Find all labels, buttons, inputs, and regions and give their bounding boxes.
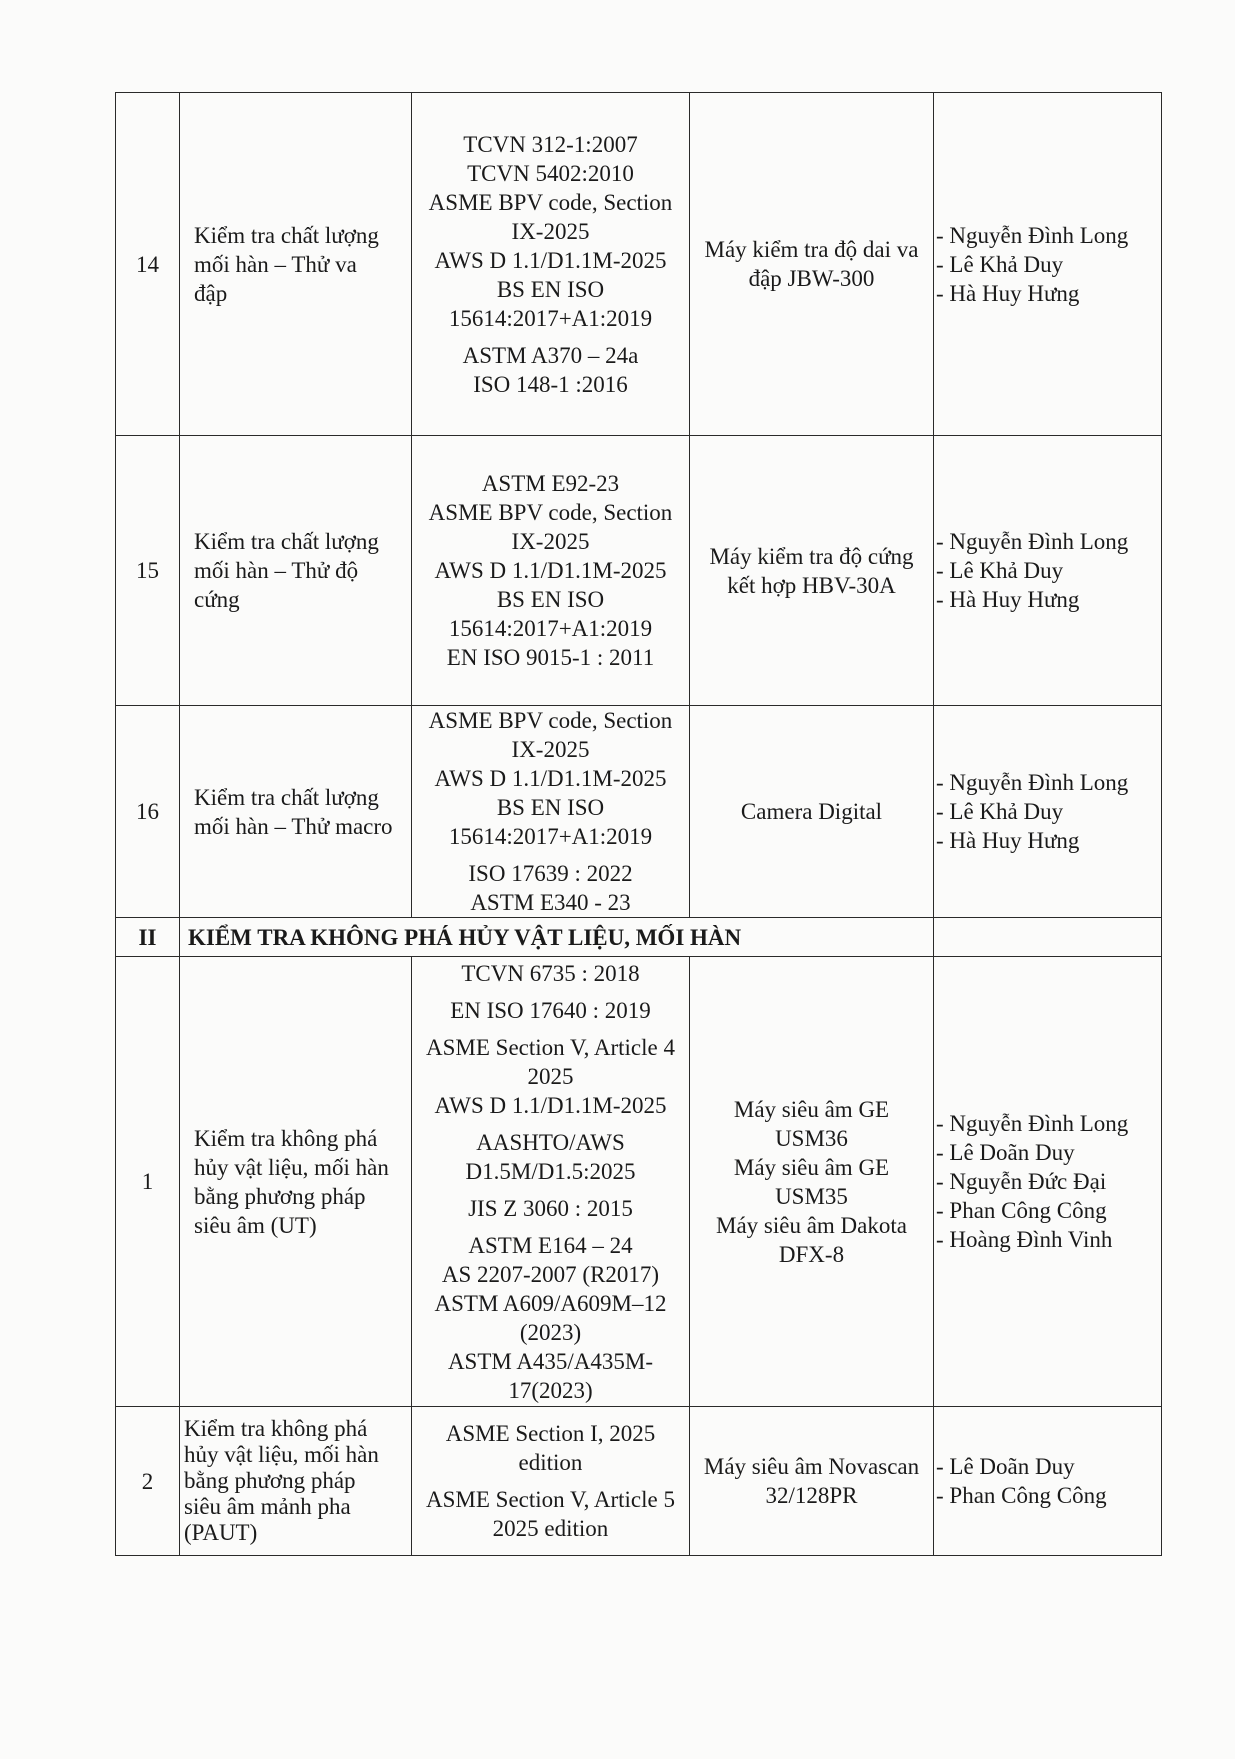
edge-stamp-mark <box>1222 700 1232 930</box>
equipment-cell: Máy siêu âm GE USM36 Máy siêu âm GE USM35 Máy siêu âm Dakota DFX-8 <box>690 957 934 1407</box>
empty-cell <box>934 918 1162 957</box>
row-number: 16 <box>116 706 180 918</box>
staff-cell: - Nguyễn Đình Long - Lê Doãn Duy - Nguyễn Đức Đại - Phan Công Công - Hoàng Đình Vinh <box>934 957 1162 1407</box>
table-row <box>116 93 1162 436</box>
row-number: 1 <box>116 957 180 1407</box>
equipment-cell: Máy kiểm tra độ dai va đập JBW-300 <box>690 93 934 436</box>
staff-cell: - Nguyễn Đình Long - Lê Khả Duy - Hà Huy Hưng <box>934 706 1162 918</box>
standards-cell: ASME Section I, 2025 edition ASME Section V, Article 5 2025 edition <box>412 1407 690 1556</box>
equipment-cell: Máy siêu âm Novascan 32/128PR <box>690 1407 934 1556</box>
scope-table <box>115 92 1162 1556</box>
staff-cell: - Nguyễn Đình Long - Lê Khả Duy - Hà Huy Hưng <box>934 436 1162 706</box>
standards-cell: ASME BPV code, Section IX-2025 AWS D 1.1/D1.1M-2025 BS EN ISO 15614:2017+A1:2019 ISO 17639 : 2022 ASTM E340 - 23 <box>412 706 690 918</box>
section-title: KIỂM TRA KHÔNG PHÁ HỦY VẬT LIỆU, MỐI HÀN <box>180 918 934 957</box>
equipment-cell: Camera Digital <box>690 706 934 918</box>
standards-cell: ASTM E92-23 ASME BPV code, Section IX-2025 AWS D 1.1/D1.1M-2025 BS EN ISO 15614:2017+A1:2019 EN ISO 9015-1 : 2011 <box>412 436 690 706</box>
table-row <box>116 706 1162 918</box>
test-name: Kiểm tra không phá hủy vật liệu, mối hàn bằng phương pháp siêu âm mảnh pha (PAUT) <box>180 1407 412 1556</box>
table-row <box>116 436 1162 706</box>
row-number: 2 <box>116 1407 180 1556</box>
row-number: 14 <box>116 93 180 436</box>
standards-cell: TCVN 312-1:2007 TCVN 5402:2010 ASME BPV code, Section IX-2025 AWS D 1.1/D1.1M-2025 BS EN ISO 15614:2017+A1:2019 ASTM A370 – 24a ISO 148-1 :2016 <box>412 93 690 436</box>
staff-cell: - Lê Doãn Duy - Phan Công Công <box>934 1407 1162 1556</box>
row-number: 15 <box>116 436 180 706</box>
standards-cell: TCVN 6735 : 2018 EN ISO 17640 : 2019 ASME Section V, Article 4 2025 AWS D 1.1/D1.1M-2025 AASHTO/AWS D1.5M/D1.5:2025 JIS Z 3060 : 2015 ASTM E164 – 24 AS 2207-2007 (R2017) ASTM A609/A609M–12 (2023) ASTM A435/A435M-17(2023) <box>412 957 690 1407</box>
table-row <box>116 957 1162 1407</box>
test-name: Kiểm tra chất lượng mối hàn – Thử độ cứng <box>180 436 412 706</box>
test-name: Kiểm tra chất lượng mối hàn – Thử macro <box>180 706 412 918</box>
staff-cell: - Nguyễn Đình Long - Lê Khả Duy - Hà Huy Hưng <box>934 93 1162 436</box>
table-row <box>116 1407 1162 1556</box>
equipment-cell: Máy kiểm tra độ cứng kết hợp HBV-30A <box>690 436 934 706</box>
section-header-row <box>116 918 1162 957</box>
test-name: Kiểm tra chất lượng mối hàn – Thử va đập <box>180 93 412 436</box>
test-name: Kiểm tra không phá hủy vật liệu, mối hàn bằng phương pháp siêu âm (UT) <box>180 957 412 1407</box>
section-number: II <box>116 918 180 957</box>
